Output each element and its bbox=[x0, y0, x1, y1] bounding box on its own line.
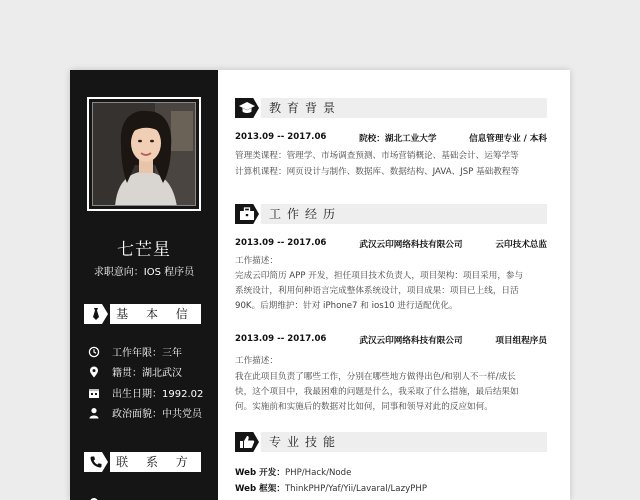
job-1-date: 2013.09 -- 2017.06 bbox=[235, 238, 327, 248]
job-2-summary bbox=[235, 334, 547, 346]
info-row-politics bbox=[88, 405, 202, 420]
education-courses-computer: 计算机课程：网页设计与制作、数据库、数据结构、JAVA、JSP 基础教程等 bbox=[235, 167, 520, 177]
job-intent: 求职意向：IOS 程序员 bbox=[93, 267, 195, 278]
info-row-years bbox=[88, 344, 182, 359]
work-title: 工作经历 bbox=[269, 207, 342, 221]
contact-title: 联 系 方 bbox=[110, 452, 201, 472]
education-courses-management: 管理类课程：管理学、市场调查预测、市场营销概论、基础会计、运筹学等 bbox=[235, 151, 519, 161]
contact-header bbox=[84, 452, 201, 472]
education-icon-box bbox=[235, 98, 259, 118]
job-2-desc-line-3: 何。实施前和实施后的数据对比如何，同事和领导对此的反应如何。 bbox=[235, 402, 493, 412]
skills-title: 专业技能 bbox=[269, 435, 342, 449]
skill-2-label: Web 框架： bbox=[235, 484, 285, 494]
info-row-birth bbox=[88, 385, 203, 400]
job-1-desc-line-2: 系统设计，利用何种语言完成整体系统设计，项目成果：项目已上线，日活 bbox=[235, 286, 519, 296]
location-icon bbox=[88, 366, 100, 378]
profile-photo bbox=[92, 102, 196, 206]
skills-icon-box bbox=[235, 432, 259, 452]
person-icon bbox=[88, 407, 100, 419]
photo-frame bbox=[87, 97, 201, 211]
work-header bbox=[235, 204, 547, 224]
phone-icon bbox=[89, 455, 103, 469]
info-birth-text: 出生日期：1992.02 bbox=[112, 389, 204, 400]
job-1-company: 武汉云印网络科技有限公司 bbox=[359, 240, 463, 250]
education-date: 2013.09 -- 2017.06 bbox=[235, 132, 327, 142]
basic-info-title: 基 本 信 bbox=[110, 304, 201, 324]
clock-icon bbox=[88, 346, 100, 358]
tie-icon bbox=[89, 307, 103, 321]
resume-sheet bbox=[70, 70, 570, 500]
education-major: 信息管理专业 / 本科 bbox=[469, 134, 547, 144]
skill-row-web-dev bbox=[235, 466, 547, 478]
job-2-desc-line-1: 我在此项目负责了哪些工作，分别在哪些地方做得出色/和别人不一样/成长 bbox=[235, 372, 516, 382]
info-row-hometown bbox=[88, 364, 182, 379]
job-2-desc-line-2: 快，这个项目中，我最困难的问题是什么，我采取了什么措施，最后结果如 bbox=[235, 387, 519, 397]
job-1-desc-line-3: 90K。后期维护：针对 iPhone7 和 ios10 进行适配优化。 bbox=[235, 301, 458, 311]
job-2-position: 项目组程序员 bbox=[495, 336, 547, 346]
job-2-company: 武汉云印网络科技有限公司 bbox=[359, 336, 463, 346]
job-1-label: 工作描述： bbox=[235, 256, 278, 266]
education-header bbox=[235, 98, 547, 118]
sidebar bbox=[70, 70, 218, 500]
education-summary bbox=[235, 132, 547, 144]
briefcase-icon bbox=[239, 207, 255, 221]
job-1-summary bbox=[235, 238, 547, 250]
skills-header bbox=[235, 432, 547, 452]
info-politics-text: 政治面貌：中共党员 bbox=[112, 409, 202, 420]
education-title: 教育背景 bbox=[269, 101, 342, 115]
basic-info-header bbox=[84, 304, 201, 324]
education-school: 院校：湖北工业大学 bbox=[359, 134, 437, 144]
job-2-label: 工作描述： bbox=[235, 356, 278, 366]
portrait-illustration bbox=[93, 103, 196, 206]
job-1-position: 云印技术总监 bbox=[495, 240, 547, 250]
calendar-icon bbox=[88, 387, 100, 399]
info-years-text: 工作年限：三年 bbox=[112, 348, 182, 359]
graduation-cap-icon bbox=[239, 101, 255, 115]
skill-2-value: ThinkPHP/Yaf/Yii/Lavaral/LazyPHP bbox=[284, 484, 427, 494]
job-1-desc-line-1: 完成云印简历 APP 开发，担任项目技术负责人，项目架构：项目采用，参与 bbox=[235, 271, 524, 281]
skill-row-web-framework bbox=[235, 482, 547, 494]
work-icon-box bbox=[235, 204, 259, 224]
job-2-date: 2013.09 -- 2017.06 bbox=[235, 334, 327, 344]
contact-item-icon bbox=[88, 496, 100, 500]
thumbs-up-icon bbox=[239, 435, 255, 449]
skill-1-value: PHP/Hack/Node bbox=[284, 468, 352, 478]
info-hometown-text: 籍贯：湖北武汉 bbox=[112, 368, 182, 379]
candidate-name: 七芒星 bbox=[117, 240, 171, 260]
skill-1-label: Web 开发： bbox=[235, 468, 285, 478]
